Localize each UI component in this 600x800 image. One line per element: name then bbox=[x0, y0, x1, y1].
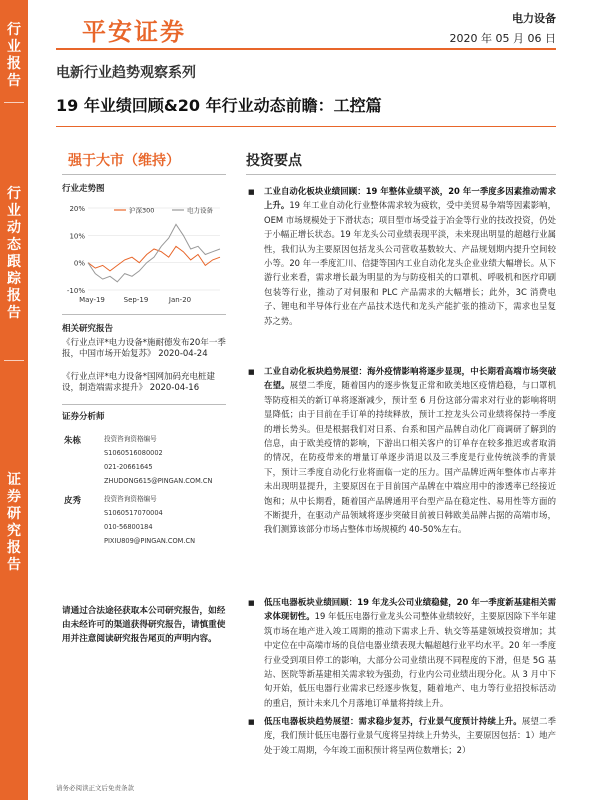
side-label-report-kind: 行 业 动 态 跟 踪 报 告 bbox=[7, 186, 21, 321]
analyst-qualification: 投资咨询资格编号 bbox=[104, 435, 157, 443]
analyst-qualification: 投资咨询资格编号 bbox=[104, 495, 157, 503]
side-label-research: 证 券 研 究 报 告 bbox=[7, 472, 21, 573]
chart-series-line bbox=[88, 246, 220, 271]
chart-divider bbox=[62, 314, 226, 315]
investment-point bbox=[264, 714, 556, 757]
investment-point-body: 19 年工业自动化行业整体需求较为疲软，受中美贸易争端等因素影响，OEM 市场规模处于下滑状态；项目型市场受益于冶金等行业的技改投资，仍处于小幅正增长状态。19 年龙头公司业绩表现平淡，未来现出明显的超越行业属性，我们认为主要原因包括龙头公司营收基数较大、产品规划期内提升空间较小等。20 年一季度汇川、信捷等国内工业自动化龙头企业业绩大幅增长。从下游行业来看，需求增长最为明显的为与防疫相关的口罩机、呼吸机和医疗印刷包装等行业，推动了对伺服和 PLC 产品需求的大幅增长；此外，3C 消费电子、锂电和半导体行业在产品技术迭代和龙头产能扩张的推动下，需求也呈复苏之势。 bbox=[264, 200, 556, 326]
investment-point bbox=[264, 595, 556, 710]
industry-label: 电力设备 bbox=[512, 12, 556, 25]
analyst-license-no: S1060516080002 bbox=[104, 449, 163, 457]
related-divider bbox=[62, 404, 226, 405]
chart-x-tick-label: Sep-19 bbox=[123, 296, 149, 304]
chart-section-title: 行业走势图 bbox=[62, 184, 105, 194]
page-title: 19 年业绩回顾&20 年行业动态前瞻：工控篇 bbox=[56, 96, 382, 115]
related-report-item[interactable]: 《行业点评*电力设备*国网加码充电桩建设，制造端需求提升》 2020-04-16 bbox=[62, 372, 216, 393]
investment-point-body: 19 年低压电器行业龙头公司整体业绩较好，主要原因除下半年建筑市场在地产进入竣工周期的推动下需求上升、轨交等基建领域投资增加；其中定位在中高端市场的良信电器业绩表现大幅超越行业平均水平。20 年一季度行业受到项目停工的影响，大部分公司业绩出现不同程度的下滑，但是 5G 基站、医院等新基建相关需求较为强劲，行业内公司业绩出现分化。从 3 月中下旬开始，低压电器行业需求已经逐步恢复，随着地产、电力等行业招投标活动的重启，预计未来几个月落地订单量将持续上升。 bbox=[264, 611, 556, 708]
chart-y-tick-label: 20% bbox=[69, 205, 85, 213]
analyst-name: 朱栋 bbox=[64, 436, 82, 446]
side-band bbox=[0, 0, 28, 800]
analyst-section-title: 证券分析师 bbox=[62, 412, 105, 422]
header-divider bbox=[56, 48, 556, 50]
investment-point bbox=[264, 364, 556, 537]
side-label-report-type: 行 业 报 告 bbox=[7, 22, 21, 89]
investment-point-lead: 工业自动化板块业绩回顾：19 年整体业绩平淡，20 年一季度多因素推动需求上升。 bbox=[264, 186, 556, 211]
related-report-item[interactable]: 《行业点评*电力设备*施耐德发布20年一季报，中国市场开始复苏》 2020-04-24 bbox=[62, 338, 226, 359]
bullet-icon: ■ bbox=[248, 599, 255, 607]
bullet-icon: ■ bbox=[248, 718, 255, 726]
trend-chart bbox=[62, 198, 226, 308]
chart-y-tick-label: -10% bbox=[66, 287, 85, 295]
trend-chart-svg bbox=[62, 198, 226, 308]
footer-note: 请务必阅读正文后免责条款 bbox=[56, 784, 134, 792]
investment-point-lead: 低压电器板块趋势展望：需求稳步复苏，行业景气度预计持续上升。 bbox=[264, 716, 522, 726]
chart-x-tick-label: Jan-20 bbox=[168, 296, 192, 304]
bullet-icon: ■ bbox=[248, 188, 255, 196]
analyst-phone: 010-56800184 bbox=[104, 523, 153, 531]
side-separator bbox=[4, 360, 24, 361]
analyst-phone: 021-20661645 bbox=[104, 463, 153, 471]
investment-point-lead: 工业自动化板块趋势展望：海外疫情影响将逐步显现，中长期看高端市场突破在望。 bbox=[264, 366, 556, 391]
chart-legend-label: 电力设备 bbox=[187, 206, 213, 215]
investment-point-body: 展望二季度，我们预计低压电器行业景气度将呈持续上升势头，主要原因包括：1）地产处于竣工周期，今年竣工面积预计将呈两位数增长；2） bbox=[264, 716, 557, 755]
investment-point-lead: 低压电器板块业绩回顾：19 年龙头公司业绩稳健，20 年一季度新基建相关需求体现韧性。 bbox=[264, 597, 556, 622]
analyst-email[interactable]: ZHUDONG615@PINGAN.COM.CN bbox=[104, 477, 213, 485]
investment-point-body: 展望二季度，随着国内的逐步恢复正常和欧美地区疫情趋稳，与口罩机等防疫相关的新订单将逐渐减少，预计至 6 月份这部分需求对行业的影响将明显降低；由于目前在手订单的持续释放，预计工控龙头公司业绩将保持一季度的增长势头。但是根据我们对日系、台系和国产品牌自动化厂商调研了解到的信息，由于欧美疫情的影响，下游出口相关客户的订单存在较多推迟或者取消的情况，在防疫带来的增量订单逐步消退以及三季度是行业传统淡季的背景下，预计三季度自动化行业将面临一定的压力。国产品牌近两年整体市占率并未出现明显提升，主要原因在于目前国产品牌在中端应用中的渗透率已经接近饱和；从中长期看，随着国产品牌通用平台型产品在稳定性、易用性等方面的不断提升，在驱动产品领域将逐步突破目前被日韩欧美品牌占据的高端市场，我们测算该部分市场占整体市场规模约 40-50%左右。 bbox=[264, 380, 557, 535]
related-section-title: 相关研究报告 bbox=[62, 324, 114, 334]
analyst-name: 皮秀 bbox=[64, 496, 82, 506]
rating-label: 强于大市（维持） bbox=[68, 153, 180, 169]
disclaimer-text: 请通过合法途径获取本公司研究报告，如经由未经许可的渠道获得研究报告，请慎重使用并注意阅读研究报告尾页的声明内容。 bbox=[62, 606, 226, 644]
chart-legend-label: 沪深300 bbox=[129, 206, 155, 215]
investment-divider bbox=[246, 174, 556, 175]
chart-y-tick-label: 0% bbox=[73, 259, 85, 268]
analyst-license-no: S1060517070004 bbox=[104, 509, 163, 517]
chart-x-tick-label: May-19 bbox=[79, 296, 105, 304]
series-title: 电新行业趋势观察系列 bbox=[56, 65, 196, 81]
chart-y-tick-label: 10% bbox=[69, 232, 85, 241]
report-date: 2020 年 05 月 06 日 bbox=[449, 32, 556, 45]
rating-divider bbox=[62, 174, 226, 175]
bullet-icon: ■ bbox=[248, 368, 255, 376]
title-divider bbox=[56, 126, 556, 127]
side-separator bbox=[4, 102, 24, 103]
company-logo: 平安证券 bbox=[82, 18, 186, 46]
investment-point bbox=[264, 184, 556, 328]
investment-points-title: 投资要点 bbox=[246, 153, 302, 169]
chart-series-line bbox=[88, 224, 220, 281]
analyst-email[interactable]: PIXIU809@PINGAN.COM.CN bbox=[104, 537, 196, 545]
